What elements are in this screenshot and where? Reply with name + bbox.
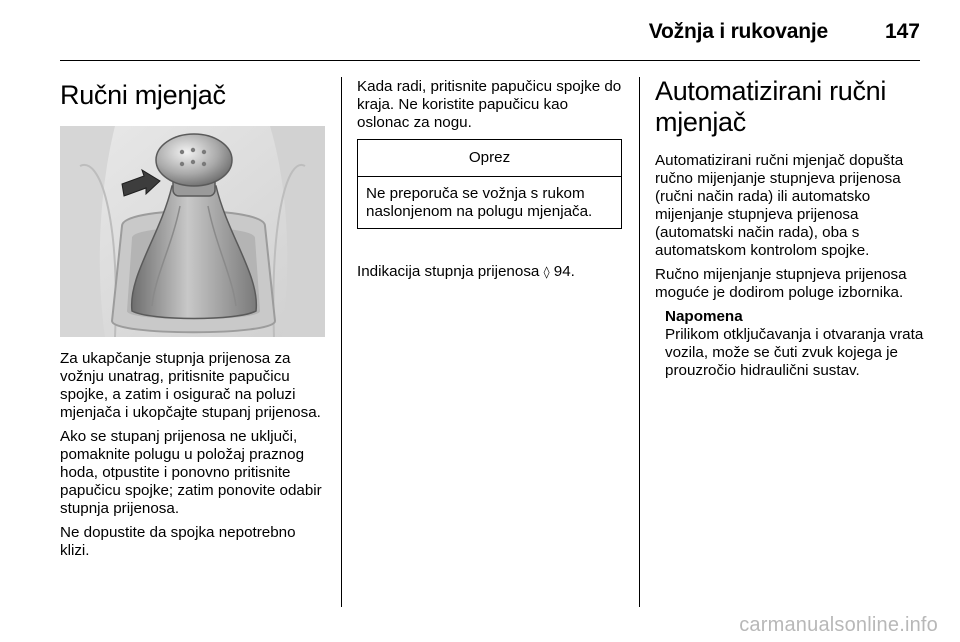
gear-lever-illustration xyxy=(60,126,325,337)
cross-reference-page: 94. xyxy=(553,263,575,280)
caution-text: Ne preporuča se vožnja s rukom naslonjenom na polugu mjenjača. xyxy=(366,185,593,220)
automated-manual-text xyxy=(655,152,925,386)
cross-reference xyxy=(357,263,622,281)
paragraph: Ručno mijenjanje stupnjeva prijenosa moguće je dodirom poluge izbornika. xyxy=(655,266,907,301)
paragraph: Kada radi, pritisnite papučicu spojke do kraja. Ne koristite papučicu kao oslonac za nogu. xyxy=(357,78,622,131)
page-number: 147 xyxy=(884,20,920,43)
note-title: Napomena xyxy=(665,308,743,325)
paragraph: Ako se stupanj prijenosa ne uključi, pomaknite polugu u položaj praznog hoda, otpustite i ponovno pritisnite papučicu spojke; zatim ponovite odabir stupnja prijenosa. xyxy=(60,428,322,517)
section-heading-manual: Ručni mjenjač xyxy=(60,80,226,110)
paragraph: Ne dopustite da spojka nepotrebno klizi. xyxy=(60,524,296,559)
reference-arrow-icon: ◊ xyxy=(543,265,550,279)
caution-title: Oprez xyxy=(358,140,621,177)
note-text: Prilikom otključavanja i otvaranja vrata vozila, može se čuti zvuk kojega je prouzročio hidraulični sustav. xyxy=(665,326,924,379)
paragraph: Automatizirani ručni mjenjač dopušta ručno mijenjanje stupnjeva prijenosa (ručni način rada) ili automatsko mijenjanje stupnjeva prijenosa (automatski način rada), oba s automatskom kontrolom spojke. xyxy=(655,152,904,259)
watermark: carmanualsonline.info xyxy=(739,614,938,636)
caution-box xyxy=(357,139,622,229)
header-title: Vožnja i rukovanje xyxy=(648,20,828,43)
cross-reference-label: Indikacija stupnja prijenosa xyxy=(357,263,540,280)
section-heading-automated: Automatizirani ručni mjenjač xyxy=(655,76,887,137)
column-divider-right xyxy=(639,77,640,607)
header-rule xyxy=(60,60,920,61)
page-header xyxy=(0,0,960,62)
paragraph: Za ukapčanje stupnja prijenosa za vožnju unatrag, pritisnite papučicu spojke, a zatim i osigurač na poluzi mjenjača i ukopčajte stupanj prijenosa. xyxy=(60,350,321,421)
manual-transmission-text xyxy=(60,350,325,566)
column-divider-left xyxy=(341,77,342,607)
note-block xyxy=(665,308,925,380)
